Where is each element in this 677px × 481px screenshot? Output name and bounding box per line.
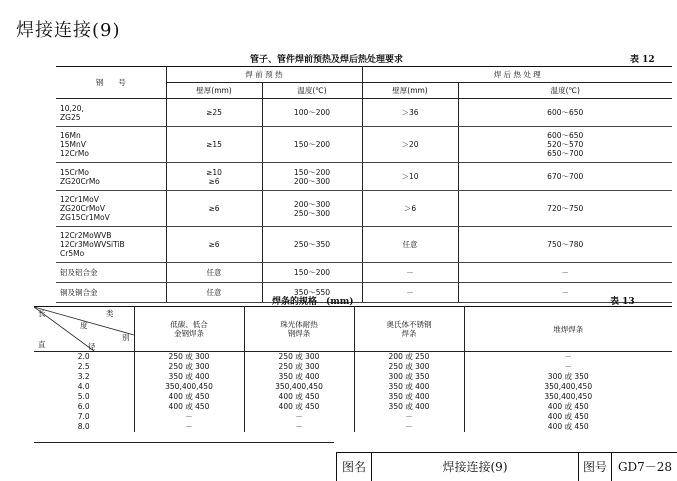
cell-steel: 15CrMo ZG20CrMo bbox=[56, 163, 166, 191]
cell-steel: 16Mn 15MnV 12CrMo bbox=[56, 127, 166, 163]
table12-row bbox=[56, 191, 672, 227]
th-steel: 钢 号 bbox=[56, 67, 166, 99]
title-block bbox=[336, 452, 677, 481]
cell-temp1: 250～350 bbox=[262, 227, 362, 263]
cell-wall2: － bbox=[362, 263, 458, 283]
table13-number: 表 13 bbox=[610, 297, 635, 307]
cell-temp1: 150～200 bbox=[262, 263, 362, 283]
table12-row bbox=[56, 99, 672, 127]
diag-diameter: 径 bbox=[88, 342, 96, 351]
cell-d: 2.0 bbox=[34, 352, 134, 363]
cell-temp2: － bbox=[458, 283, 672, 303]
th-preheat: 焊 前 预 热 bbox=[166, 67, 362, 83]
cell-d: 6.0 bbox=[34, 402, 134, 412]
cell-c3: － bbox=[354, 422, 464, 432]
cell-c2: 350 或 400 bbox=[244, 372, 354, 382]
th-postheat: 焊 后 热 处 理 bbox=[362, 67, 672, 83]
table13-row bbox=[34, 352, 672, 363]
cell-temp1: 150～200 bbox=[262, 127, 362, 163]
table13-row bbox=[34, 372, 672, 382]
cell-temp2: 600～650 bbox=[458, 99, 672, 127]
cell-wall2: － bbox=[362, 283, 458, 303]
cell-wall1: 任意 bbox=[166, 263, 262, 283]
diag-degree: 度 bbox=[80, 321, 88, 330]
cell-wall2: 任意 bbox=[362, 227, 458, 263]
title-block-number: GD7－28 bbox=[617, 460, 673, 474]
cell-c3: 300 或 350 bbox=[354, 372, 464, 382]
cell-wall2: ＞6 bbox=[362, 191, 458, 227]
cell-c4: 300 或 350 bbox=[547, 372, 589, 381]
cell-d: 3.2 bbox=[34, 372, 134, 382]
cell-c3: 350 或 400 bbox=[354, 402, 464, 412]
title-block-name-label: 图名 bbox=[337, 453, 372, 481]
cell-temp1: 350～550 bbox=[262, 283, 362, 303]
cell-c1: 350 或 400 bbox=[134, 372, 244, 382]
cell-temp1: 150～200 200～300 bbox=[262, 163, 362, 191]
cell-c3: － bbox=[354, 412, 464, 422]
table13-row bbox=[34, 362, 672, 372]
cell-c2: 400 或 450 bbox=[244, 392, 354, 402]
cell-wall1: ≥25 bbox=[166, 99, 262, 127]
cell-wall1: ≥15 bbox=[166, 127, 262, 163]
bottom-rule bbox=[34, 442, 334, 443]
cell-d: 7.0 bbox=[34, 412, 134, 422]
cell-steel: 12Cr1MoV ZG20CrMoV ZG15Cr1MoV bbox=[56, 191, 166, 227]
cell-c2: 250 或 300 bbox=[244, 352, 354, 363]
cell-c2: － bbox=[244, 412, 354, 422]
cell-d: 8.0 bbox=[34, 422, 134, 432]
table12-row bbox=[56, 127, 672, 163]
cell-temp2: 670～700 bbox=[458, 163, 672, 191]
cell-steel: 10,20, ZG25 bbox=[56, 99, 166, 127]
cell-temp2: － bbox=[458, 263, 672, 283]
cell-c3: 250 或 300 bbox=[354, 362, 464, 372]
cell-c4: 350,400,450 bbox=[544, 392, 593, 401]
cell-c4: － bbox=[564, 362, 572, 371]
diag-type: 类 bbox=[106, 309, 114, 318]
cell-c2: 250 或 300 bbox=[244, 362, 354, 372]
table12-row bbox=[56, 263, 672, 283]
cell-steel: 铝及铝合金 bbox=[56, 263, 166, 283]
cell-wall2: ＞10 bbox=[362, 163, 458, 191]
diagonal-header bbox=[34, 307, 134, 352]
cell-c1: 250 或 300 bbox=[134, 352, 244, 363]
cell-d: 5.0 bbox=[34, 392, 134, 402]
cell-wall1: ≥10 ≥6 bbox=[166, 163, 262, 191]
cell-wall1: ≥6 bbox=[166, 191, 262, 227]
cell-temp2: 720～750 bbox=[458, 191, 672, 227]
cell-c1: 400 或 450 bbox=[134, 402, 244, 412]
cell-steel: 12Cr2MoWVB 12Cr3MoWVSiTiB Cr5Mo bbox=[56, 227, 166, 263]
cell-wall2: ＞36 bbox=[362, 99, 458, 127]
cell-c3: 350 或 400 bbox=[354, 382, 464, 392]
cell-c1: 400 或 450 bbox=[134, 392, 244, 402]
title-block-number-label: 图号 bbox=[579, 453, 612, 481]
table12-caption: 管子、管件焊前预热及焊后热处理要求 bbox=[250, 55, 404, 65]
table13-row bbox=[34, 402, 672, 412]
table12-row bbox=[56, 163, 672, 191]
th-wall2: 壁厚(mm) bbox=[362, 83, 458, 99]
cell-steel: 铜及铜合金 bbox=[56, 283, 166, 303]
page-title: 焊接连接(9) bbox=[16, 20, 121, 41]
table12-row bbox=[56, 227, 672, 263]
cell-c2: 350,400,450 bbox=[244, 382, 354, 392]
cell-c1: 250 或 300 bbox=[134, 362, 244, 372]
cell-c1: － bbox=[134, 412, 244, 422]
table12 bbox=[56, 66, 672, 303]
th13-c4: 堆焊焊条 bbox=[464, 307, 672, 352]
cell-c2: 400 或 450 bbox=[244, 402, 354, 412]
table13 bbox=[34, 306, 672, 432]
th-temp1: 温度(℃) bbox=[262, 83, 362, 99]
table12-row bbox=[56, 283, 672, 303]
cell-wall1: 任意 bbox=[166, 283, 262, 303]
cell-c4: 350,400,450 bbox=[544, 382, 593, 391]
cell-c3: 200 或 250 bbox=[354, 352, 464, 363]
cell-temp2: 750～780 bbox=[458, 227, 672, 263]
cell-c4: 400 或 450 bbox=[547, 422, 589, 431]
cell-c4: 400 或 450 bbox=[547, 402, 589, 411]
cell-c4: 400 或 450 bbox=[547, 412, 589, 421]
cell-c1: 350,400,450 bbox=[134, 382, 244, 392]
cell-temp2: 600～650 520～570 650～700 bbox=[458, 127, 672, 163]
table13-row bbox=[34, 382, 672, 392]
table13-row bbox=[34, 392, 672, 402]
th-temp2: 温度(℃) bbox=[458, 83, 672, 99]
th13-c1: 低碳、低合 金钢焊条 bbox=[134, 307, 244, 352]
table13-row bbox=[34, 412, 672, 422]
cell-c1: － bbox=[134, 422, 244, 432]
diag-kind: 别 bbox=[122, 333, 130, 342]
cell-d: 4.0 bbox=[34, 382, 134, 392]
cell-wall2: ＞20 bbox=[362, 127, 458, 163]
cell-temp1: 200～300 250～300 bbox=[262, 191, 362, 227]
th13-c3: 奥氏体不锈钢 焊条 bbox=[354, 307, 464, 352]
cell-c3: 350 或 400 bbox=[354, 392, 464, 402]
cell-c2: － bbox=[244, 422, 354, 432]
title-block-name: 焊接连接(9) bbox=[372, 453, 579, 481]
table13-caption: 焊条的规格 (mm) bbox=[272, 297, 354, 307]
cell-d: 2.5 bbox=[34, 362, 134, 372]
diag-straight: 直 bbox=[38, 340, 46, 349]
cell-c4: － bbox=[564, 352, 572, 361]
table13-row bbox=[34, 422, 672, 432]
cell-temp1: 100～200 bbox=[262, 99, 362, 127]
table12-number: 表 12 bbox=[630, 55, 655, 65]
cell-wall1: ≥6 bbox=[166, 227, 262, 263]
th13-c2: 珠光体耐热 钢焊条 bbox=[244, 307, 354, 352]
th-wall1: 壁厚(mm) bbox=[166, 83, 262, 99]
diag-length: 长 bbox=[38, 309, 46, 318]
